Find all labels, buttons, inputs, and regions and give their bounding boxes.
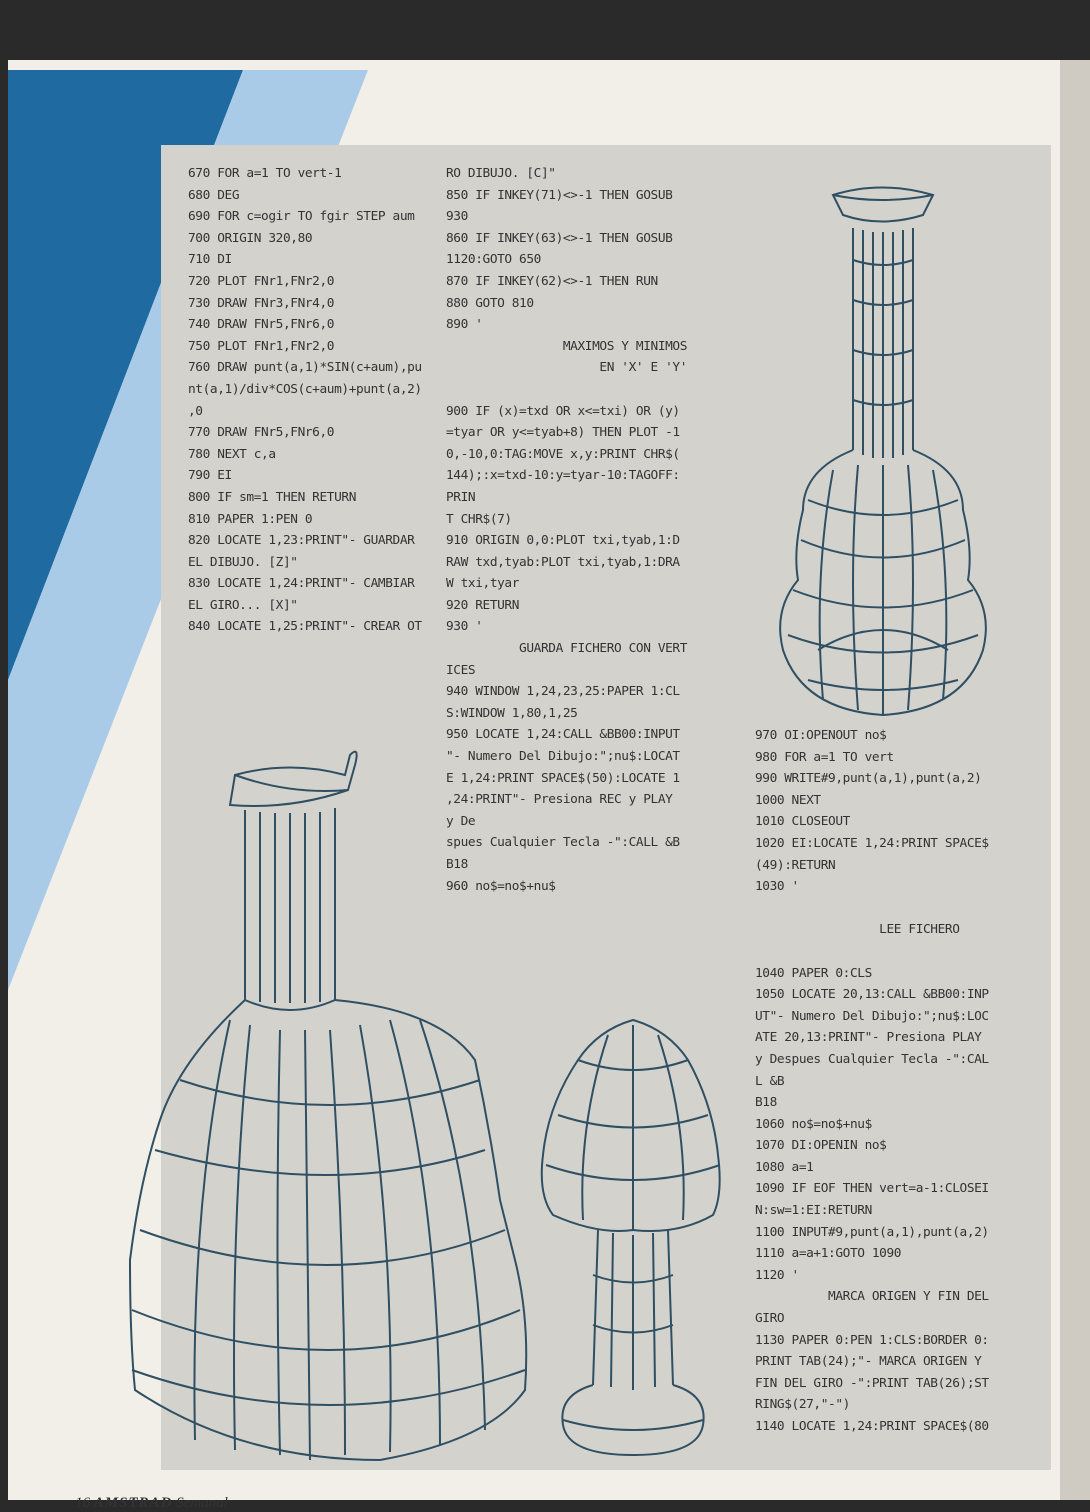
- code-line: PRINT TAB(24);"- MARCA ORIGEN Y: [755, 1354, 982, 1370]
- code-line: LEE FICHERO: [755, 922, 960, 938]
- code-line: 144);:x=txd-10:y=tyar-10:TAGOFF:: [446, 468, 680, 484]
- code-line: 1030 ': [755, 879, 799, 895]
- magazine-section: Semanal: [176, 1495, 228, 1511]
- code-line: nt(a,1)/div*COS(c+aum)+punt(a,2): [188, 381, 422, 397]
- code-line: 670 FOR a=1 TO vert-1: [188, 166, 342, 181]
- code-line: 770 DRAW FNr5,FNr6,0: [188, 425, 335, 441]
- code-line: EL DIBUJO. [Z]": [188, 554, 298, 570]
- code-line: 970 OI:OPENOUT no$: [755, 728, 887, 743]
- code-line: 1100 INPUT#9,punt(a,1),punt(a,2): [755, 1224, 989, 1240]
- code-line: 980 FOR a=1 TO vert: [755, 749, 894, 765]
- code-line: 1020 EI:LOCATE 1,24:PRINT SPACE$: [755, 835, 989, 851]
- code-column-1: [188, 163, 422, 638]
- code-line: 820 LOCATE 1,23:PRINT"- GUARDAR: [188, 533, 415, 549]
- code-line: RAW txd,tyab:PLOT txi,tyab,1:DRA: [446, 554, 680, 570]
- code-line: 1000 NEXT: [755, 792, 821, 808]
- code-line: L &B: [755, 1073, 785, 1089]
- code-line: 700 ORIGIN 320,80: [188, 230, 313, 246]
- code-column-2: [446, 163, 687, 897]
- code-line: 950 LOCATE 1,24:CALL &BB00:INPUT: [446, 727, 680, 743]
- code-line: FIN DEL GIRO -":PRINT TAB(26);ST: [755, 1375, 989, 1391]
- code-line: N:sw=1:EI:RETURN: [755, 1203, 872, 1219]
- code-line: 800 IF sm=1 THEN RETURN: [188, 489, 357, 505]
- code-line: ICES: [446, 662, 476, 678]
- code-line: (49):RETURN: [755, 857, 836, 873]
- code-line: 760 DRAW punt(a,1)*SIN(c+aum),pu: [188, 360, 422, 376]
- code-line: 930: [446, 209, 468, 225]
- code-line: 790 EI: [188, 468, 232, 484]
- code-line: GIRO: [755, 1311, 785, 1327]
- code-line: B18: [446, 857, 468, 872]
- code-line: 990 WRITE#9,punt(a,1),punt(a,2): [755, 771, 982, 787]
- code-line: 1070 DI:OPENIN no$: [755, 1138, 887, 1154]
- code-line: [446, 379, 687, 401]
- code-line: 930 ': [446, 619, 483, 635]
- code-line: 710 DI: [188, 252, 232, 268]
- code-line: 1110 a=a+1:GOTO 1090: [755, 1246, 902, 1262]
- code-line: "- Numero Del Dibujo:";nu$:LOCAT: [446, 749, 680, 765]
- code-line: y De: [446, 813, 476, 829]
- magazine-name: AMSTRAD: [93, 1495, 173, 1511]
- next-page-edge: [1060, 60, 1090, 1500]
- code-line: 720 PLOT FNr1,FNr2,0: [188, 273, 335, 289]
- wireframe-tall-vase: [763, 180, 1003, 730]
- magazine-page: [8, 60, 1060, 1511]
- code-line: 750 PLOT FNr1,FNr2,0: [188, 338, 335, 354]
- code-line: UT"- Numero Del Dibujo:";nu$:LOC: [755, 1008, 989, 1024]
- code-line: MAXIMOS Y MINIMOS: [446, 338, 688, 354]
- code-line: RO DIBUJO. [C]": [446, 166, 556, 181]
- code-line: y Despues Cualquier Tecla -":CAL: [755, 1051, 989, 1067]
- code-line: ,0: [188, 403, 203, 419]
- code-line: 780 NEXT c,a: [188, 446, 276, 462]
- code-line: 850 IF INKEY(71)<>-1 THEN GOSUB: [446, 187, 673, 203]
- code-line: B18: [755, 1095, 777, 1111]
- code-column-3: [755, 725, 989, 1438]
- code-line: 870 IF INKEY(62)<>-1 THEN RUN: [446, 273, 658, 289]
- code-line: PRIN: [446, 489, 476, 505]
- code-line: W txi,tyar: [446, 576, 520, 592]
- code-line: EL GIRO... [X]": [188, 597, 298, 613]
- code-line: 810 PAPER 1:PEN 0: [188, 511, 313, 527]
- code-line: 1120:GOTO 650: [446, 252, 541, 268]
- code-line: 1050 LOCATE 20,13:CALL &BB00:INP: [755, 987, 989, 1003]
- code-line: 1090 IF EOF THEN vert=a-1:CLOSEI: [755, 1181, 989, 1197]
- code-line: 1140 LOCATE 1,24:PRINT SPACE$(80: [755, 1419, 989, 1434]
- code-line: 860 IF INKEY(63)<>-1 THEN GOSUB: [446, 230, 673, 246]
- code-line: 740 DRAW FNr5,FNr6,0: [188, 317, 335, 333]
- code-line: 940 WINDOW 1,24,23,25:PAPER 1:CL: [446, 684, 680, 700]
- code-line: ATE 20,13:PRINT"- Presiona PLAY: [755, 1030, 982, 1046]
- code-line: 840 LOCATE 1,25:PRINT"- CREAR OT: [188, 619, 422, 635]
- code-line: 1080 a=1: [755, 1159, 814, 1175]
- code-line: GUARDA FICHERO CON VERT: [446, 641, 688, 657]
- code-line: MARCA ORIGEN Y FIN DEL: [755, 1289, 989, 1305]
- code-line: 900 IF (x)=txd OR x<=txi) OR (y): [446, 403, 680, 419]
- code-line: [755, 898, 989, 920]
- code-line: 1040 PAPER 0:CLS: [755, 965, 872, 981]
- code-line: 1060 no$=no$+nu$: [755, 1116, 872, 1132]
- code-line: ,24:PRINT"- Presiona REC y PLAY: [446, 792, 673, 808]
- code-line: 730 DRAW FNr3,FNr4,0: [188, 295, 335, 311]
- code-line: 880 GOTO 810: [446, 295, 534, 311]
- code-line: RING$(27,"-"): [755, 1397, 850, 1413]
- code-line: 0,-10,0:TAG:MOVE x,y:PRINT CHR$(: [446, 446, 680, 462]
- code-line: 830 LOCATE 1,24:PRINT"- CAMBIAR: [188, 576, 415, 592]
- code-line: 680 DEG: [188, 187, 240, 203]
- code-line: 1120 ': [755, 1267, 799, 1283]
- code-line: E 1,24:PRINT SPACE$(50):LOCATE 1: [446, 770, 680, 786]
- code-line: EN 'X' E 'Y': [446, 360, 688, 376]
- code-line: 1130 PAPER 0:PEN 1:CLS:BORDER 0:: [755, 1332, 989, 1348]
- code-line: 960 no$=no$+nu$: [446, 878, 556, 894]
- code-line: spues Cualquier Tecla -":CALL &B: [446, 835, 680, 851]
- code-line: T CHR$(7): [446, 511, 512, 527]
- wireframe-mushroom: [538, 1015, 728, 1460]
- code-line: S:WINDOW 1,80,1,25: [446, 705, 578, 721]
- code-line: [755, 941, 989, 963]
- code-line: 1010 CLOSEOUT: [755, 814, 850, 830]
- page-footer: [75, 1495, 228, 1512]
- code-line: 920 RETURN: [446, 597, 520, 613]
- code-line: 890 ': [446, 317, 483, 333]
- code-line: 910 ORIGIN 0,0:PLOT txi,tyab,1:D: [446, 533, 680, 549]
- code-line: 690 FOR c=ogir TO fgir STEP aum: [188, 209, 415, 225]
- page-number: 16: [75, 1495, 90, 1511]
- code-line: =tyar OR y<=tyab+8) THEN PLOT -1: [446, 425, 680, 441]
